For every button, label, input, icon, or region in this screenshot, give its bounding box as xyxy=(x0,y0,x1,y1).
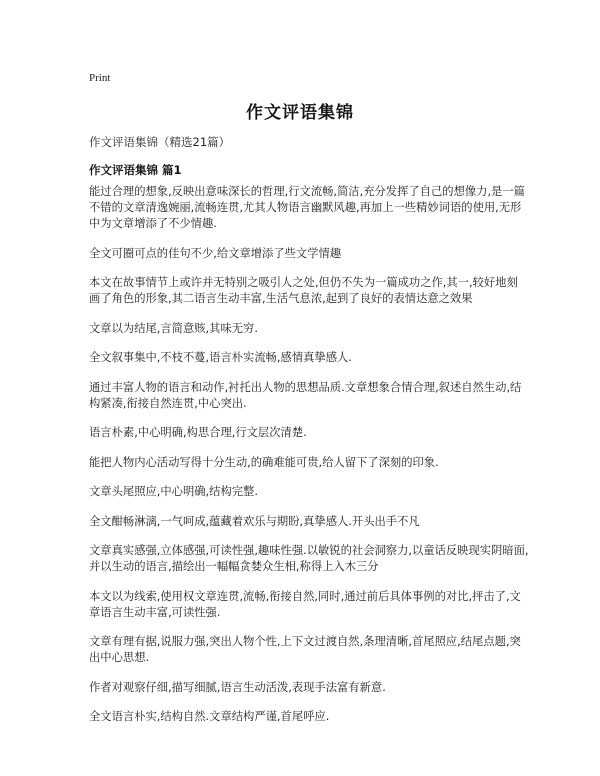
paragraph: 本文在故事情节上或许并无特别之吸引人之处,但仍不失为一篇成功之作,其一,较好地刻画了角色的形象,其二语言生动丰富,生活气息浓,起到了良好的表情达意之效果 xyxy=(89,276,518,305)
paragraph: 通过丰富人物的语言和动作,衬托出人物的思想品质.文章想象合情合理,叙述自然生动,结构紧凑,衔接自然连贯,中心突出. xyxy=(89,380,522,410)
paragraph: 能过合理的想象,反映出意味深长的哲理,行文流畅,简洁,充分发挥了自己的想像力,是一篇不错的文章清逸婉丽,流畅连贯,尤其人物语言幽默风趣,再加上一些精妙词语的使用,无形中为文章增添了不少情趣. xyxy=(89,185,525,230)
document-title: 作文评语集锦 xyxy=(246,103,354,123)
paragraph: 能把人物内心活动写得十分生动,的确难能可贵,给人留下了深刻的印象. xyxy=(89,455,439,469)
paragraph: 作者对观察仔细,描写细腻,语言生动活泼,表现手法富有新意. xyxy=(89,680,386,694)
paragraph: 全文语言朴实,结构自然.文章结构严谨,首尾呼应. xyxy=(89,710,330,723)
paragraph: 全文叙事集中,不枝不蔓,语言朴实流畅,感情真挚感人. xyxy=(89,351,352,364)
paragraph: 文章头尾照应,中心明确,结构完整. xyxy=(89,485,258,498)
section-heading: 作文评语集锦 篇1 xyxy=(89,163,182,177)
document-subtitle: 作文评语集锦（精选21篇） xyxy=(89,135,231,149)
paragraph: 文章以为结尾,言简意赅,其味无穷. xyxy=(89,321,258,335)
paragraph: 全文酣畅淋漓,一气呵成,蕴藏着欢乐与期盼,真挚感人.开头出手不凡 xyxy=(89,514,420,528)
paragraph: 语言朴素,中心明确,构思合理,行文层次清楚. xyxy=(89,426,307,439)
paragraph: 文章有理有据,说服力强,突出人物个性,上下文过渡自然,条理清晰,首尾照应,结尾点题,突出中心思想. xyxy=(89,635,521,664)
document-body xyxy=(89,184,529,739)
print-label: Print xyxy=(89,72,111,84)
paragraph: 本文以为线索,使用权文章连贯,流畅,衔接自然,同时,通过前后具体事例的对比,抨击了,文章语言生动丰富,可读性强. xyxy=(89,589,521,619)
paragraph: 全文可圈可点的佳句不少,给文章增添了些文学情趣 xyxy=(89,246,342,260)
paragraph: 文章真实感强,立体感强,可读性强,趣味性强.以敏锐的社会洞察力,以童话反映现实阴暗面,并以生动的语言,描绘出一幅幅贪婪众生相,称得上入木三分 xyxy=(89,544,529,573)
